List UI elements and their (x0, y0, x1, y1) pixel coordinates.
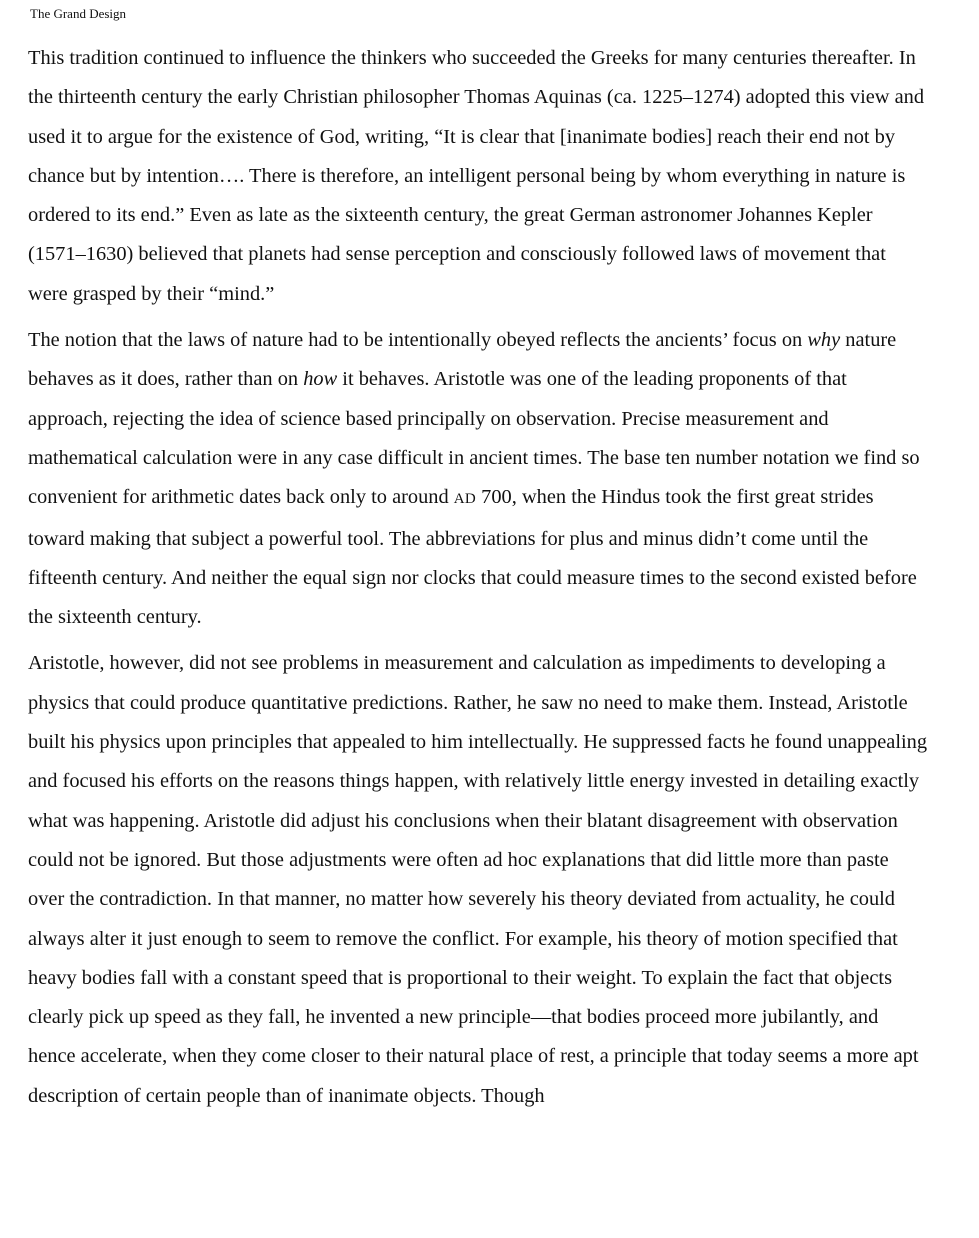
page-body (28, 39, 928, 1123)
paragraph-text: The notion that the laws of nature had to be intentionally obeyed reflects the ancients’ focus on (28, 329, 808, 352)
running-header: The Grand Design (30, 6, 127, 21)
paragraph-1 (28, 39, 928, 314)
emphasis-why: why (807, 329, 841, 352)
paragraph-text: nature behaves as it does, rather than on (28, 329, 897, 391)
paragraph-2 (28, 321, 928, 637)
paragraph-text: Aristotle, however, did not see problems in measurement and calculation as impediments to developing a physics that could produce quantitative predictions. Rather, he saw no need to make them. Instead, Aristotle built his physics upon principles that appealed to him intellectually. He suppressed facts he found unappealing and focused his efforts on the reasons things happen, with relatively little energy invested in detailing exactly what was happening. Aristotle did adjust his conclusions when their blatant disagreement with observation could not be ignored. But those adjustments were often ad hoc explanations that did little more than paste over the contradiction. In that manner, no matter how severely his theory deviated from actuality, he could always alter it just enough to seem to remove the conflict. For example, his theory of motion specified that heavy bodies fall with a constant speed that is proportional to their weight. To explain the fact that objects clearly pick up speed as they fall, he invented a new principle—that bodies proceed more jubilantly, and hence accelerate, when they come closer to their natural place of rest, a principle that today seems a more apt description of certain people than of inanimate objects. Though (28, 652, 928, 1107)
paragraph-text: This tradition continued to influence the thinkers who succeeded the Greeks for many centuries thereafter. In the thirteenth century the early Christian philosopher Thomas Aquinas (ca. 1225–1274) adopted this view and used it to argue for the existence of God, writing, “It is clear that [inanimate bodies] reach their end not by chance but by intention…. There is therefore, an intelligent personal being by whom everything in nature is ordered to its end.” Even as late as the sixteenth century, the great German astronomer Johannes Kepler (1571–1630) believed that planets had sense perception and consciously followed laws of movement that were grasped by their “mind.” (28, 47, 925, 305)
era-abbreviation: AD (453, 491, 477, 508)
paragraph-text: 700, when the Hindus took the first great strides toward making that subject a powerful tool. The abbreviations for plus and minus didn’t come until the fifteenth century. And neither the equal sign nor clocks that could measure times to the second existed before the sixteenth century. (28, 486, 917, 629)
paragraph-3 (28, 644, 928, 1116)
emphasis-how: how (303, 368, 338, 391)
paragraph-text: it behaves. Aristotle was one of the leading proponents of that approach, rejecting the idea of science based principally on observation. Precise measurement and mathematical calculation were in any case difficult in ancient times. The base ten number notation we find so convenient for arithmetic dates back only to around (28, 368, 920, 509)
